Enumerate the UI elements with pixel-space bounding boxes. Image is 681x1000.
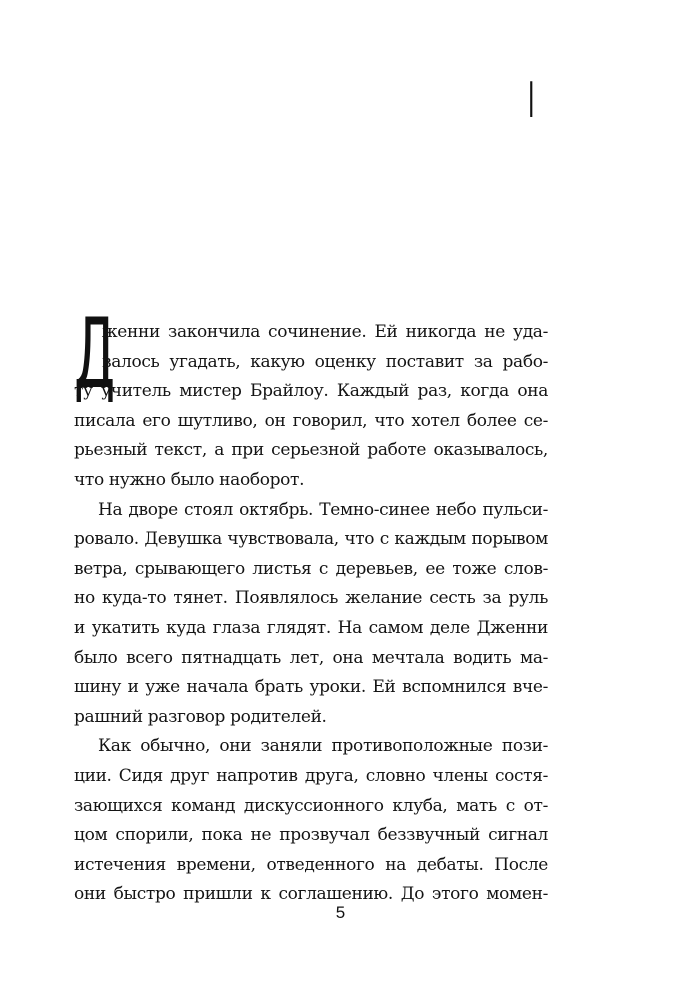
text-line: ту учитель мистер Брайлоу. Каждый раз, когда она: [74, 381, 548, 402]
text-line: ции. Сидя друг напротив друга, словно члены состя-: [74, 765, 548, 786]
text-line: рьезный текст, а при серьезной работе оказывалось,: [74, 440, 548, 461]
text-line: валось угадать, какую оценку поставит за рабо-: [102, 351, 548, 372]
text-line: ровало. Девушка чувствовала, что с каждым порывом: [74, 529, 548, 550]
text-line: истечения времени, отведенного на дебаты. После: [74, 854, 548, 875]
text-line: и укатить куда глаза глядят. На самом деле Дженни: [74, 617, 548, 638]
text-line: что нужно было наоборот.: [74, 469, 305, 490]
text-line: ветра, срывающего листья с деревьев, ее тоже слов-: [74, 558, 548, 579]
text-line: шину и уже начала брать уроки. Ей вспомнился вче-: [74, 677, 548, 698]
page-number: 5: [335, 903, 346, 922]
text-line: но куда-то тянет. Появлялось желание сесть за руль: [74, 588, 548, 609]
text-line: было всего пятнадцать лет, она мечтала водить ма-: [74, 647, 548, 668]
drop-cap: Д: [74, 298, 116, 410]
text-line: женни закончила сочинение. Ей никогда не уда-: [102, 322, 548, 342]
text-line: они быстро пришли к соглашению. До этого момен-: [74, 884, 548, 905]
text-line: Как обычно, они заняли противоположные пози-: [98, 736, 548, 757]
text-line: цом спорили, пока не прозвучал беззвучный сигнал: [74, 825, 548, 846]
text-line: На дворе стоял октябрь. Темно-синее небо пульси-: [98, 499, 548, 520]
text-line: зающихся команд дискуссионного клуба, мать с от-: [74, 795, 548, 816]
text-line: писала его шутливо, он говорил, что хотел более се-: [74, 410, 548, 431]
text-line: рашний разговор родителей.: [74, 706, 327, 727]
body-text: [74, 318, 548, 910]
chapter-number: I: [528, 71, 535, 129]
